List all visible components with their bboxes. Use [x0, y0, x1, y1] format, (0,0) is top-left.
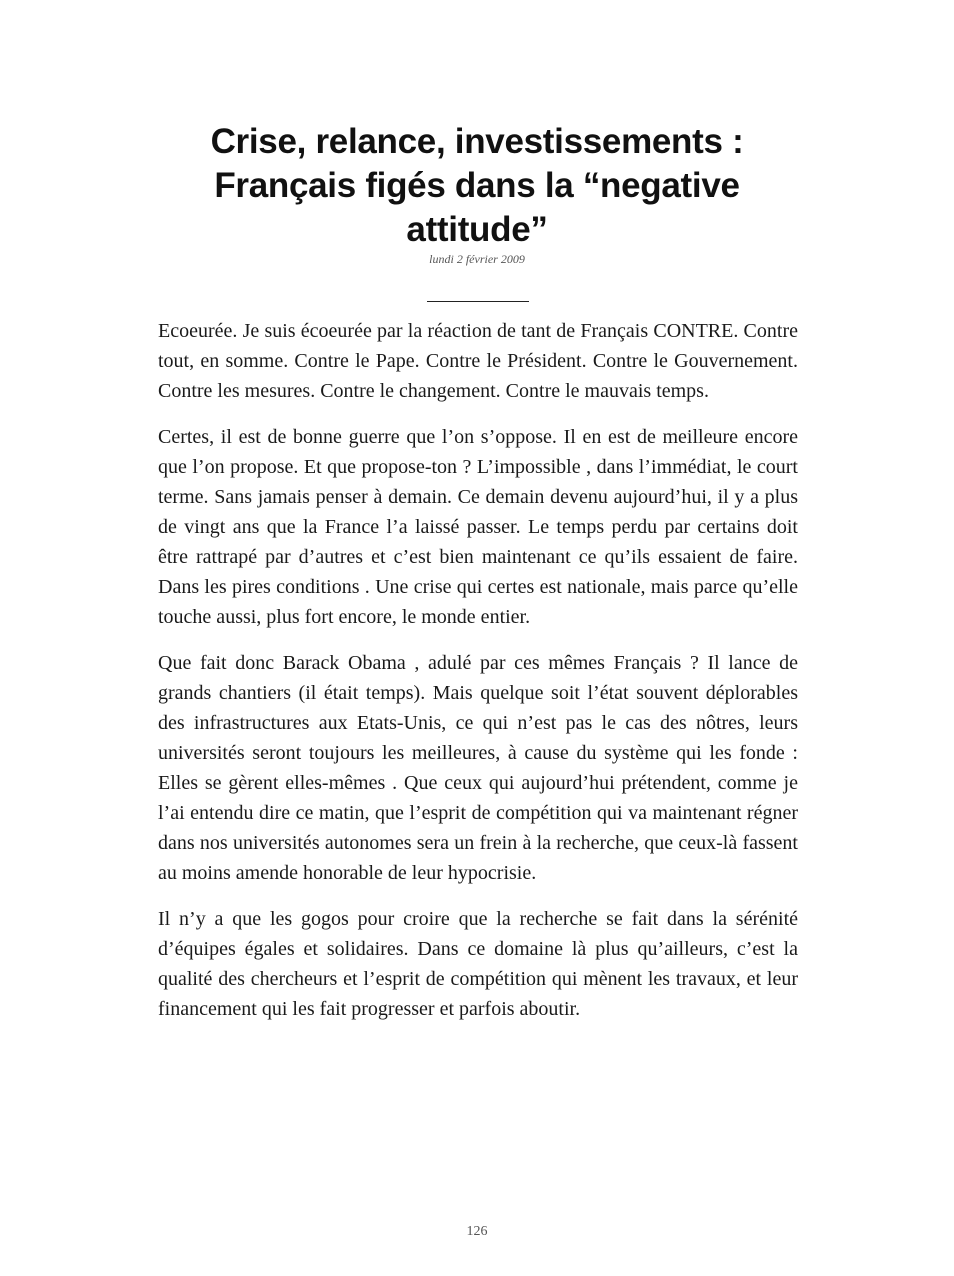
article-title: Crise, relance, investissements : Français figés dans la “negative attitude” — [210, 122, 744, 249]
article-date: lundi 2 février 2009 — [429, 252, 525, 266]
article-body — [158, 316, 798, 1040]
paragraph: Il n’y a que les gogos pour croire que la recherche se fait dans la sérénité d’équipes égales et solidaires. Dans ce domaine là plus qu’ailleurs, c’est la qualité des chercheurs et l’esprit de compétition qui mènent les travaux, et leur financement qui les fait progresser et parfois aboutir. — [158, 908, 798, 1020]
paragraph: Certes, il est de bonne guerre que l’on s’oppose. Il en est de meilleure encore que l’on propose. Et que propose-ton ? L’impossible , dans l’immédiat, le court terme. Sans jamais penser à demain. Ce demain devenu aujourd’hui, il y a plus de vingt ans que la France l’a laissé passer. Le temps perdu par certains doit être rattrapé par d’autres et c’est bien maintenant ce qu’ils essaient de faire. Dans les pires conditions . Une crise qui certes est nationale, mais parce qu’elle touche aussi, plus fort encore, le monde entier. — [158, 426, 798, 628]
title-divider — [427, 301, 529, 302]
page-number: 126 — [466, 1224, 488, 1239]
paragraph: Ecoeurée. Je suis écoeurée par la réaction de tant de Français CONTRE. Contre tout, en somme. Contre le Pape. Contre le Président. Contre le Gouvernement. Contre les mesures. Contre le changement. Contre le mauvais temps. — [158, 320, 798, 402]
paragraph: Que fait donc Barack Obama , adulé par ces mêmes Français ? Il lance de grands chantiers (il était temps). Mais quelque soit l’état souvent déplorables des infrastructures aux Etats-Unis, ce qui n’est pas le cas des nôtres, leurs universités seront toujours les meilleures, à cause du système qui les fonde : Elles se gèrent elles-mêmes . Que ceux qui aujourd’hui prétendent, comme je l’ai entendu dire ce matin, que l’esprit de compétition qui va maintenant régner dans nos universités autonomes sera un frein à la recherche, que ceux-là fassent au moins amende honorable de leur hypocrisie. — [158, 652, 798, 884]
